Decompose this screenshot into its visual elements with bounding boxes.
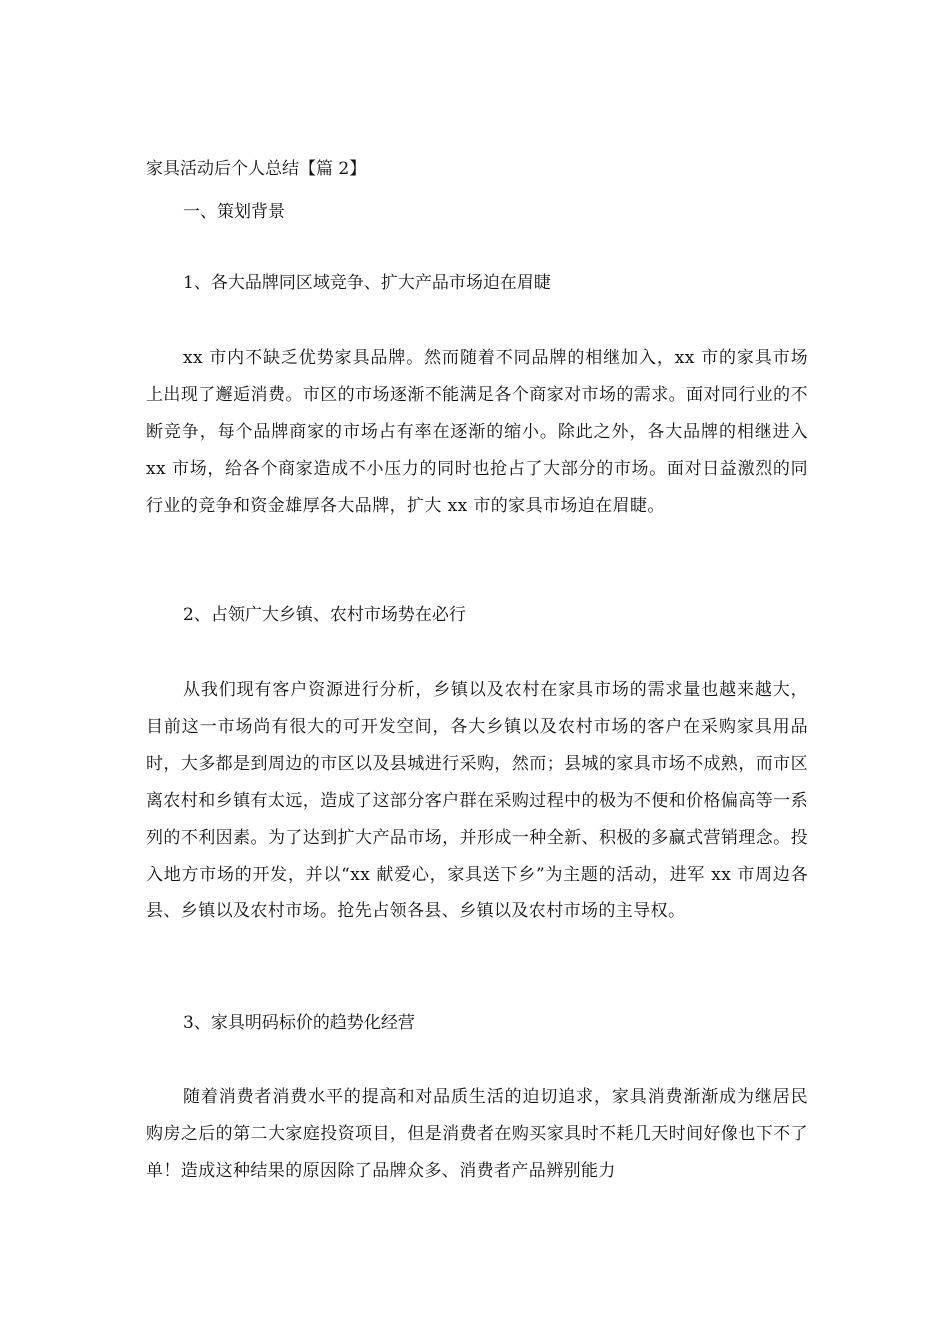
subsection-paragraph-1: xx 市内不缺乏优势家具品牌。然而随着不同品牌的相继加入，xx 市的家具市场上出现了邂逅消费。市区的市场逐渐不能满足各个商家对市场的需求。面对同行业的不断竞争，每个品牌商家的市场占有率在逐渐的缩小。除此之外，各大品牌的相继进入 xx 市场，给各个商家造成不小压力的同时也抢占了大部分的市场。面对日益激烈的同行业的竞争和资金雄厚各大品牌，扩大 xx 市的家具市场迫在眉睫。 bbox=[146, 348, 808, 516]
document-title: 家具活动后个人总结【篇 2】 bbox=[146, 159, 367, 179]
section-heading-planning-background: 一、策划背景 bbox=[183, 202, 285, 222]
subsection-paragraph-3: 随着消费者消费水平的提高和对品质生活的迫切追求，家具消费渐渐成为继居民购房之后的第二大家庭投资项目，但是消费者在购买家具时不耗几天时间好像也下不了单！造成这种结果的原因除了品牌众多、消费者产品辨别能力 bbox=[146, 1087, 808, 1181]
subsection-heading-2: 2、占领广大乡镇、农村市场势在必行 bbox=[183, 605, 466, 625]
subsection-paragraph-2: 从我们现有客户资源进行分析，乡镇以及农村在家具市场的需求量也越来越大，目前这一市场尚有很大的可开发空间，各大乡镇以及农村市场的客户在采购家具用品时，大多都是到周边的市区以及县城进行采购，然而；县城的家具市场不成熟，而市区离农村和乡镇有太远，造成了这部分客户群在采购过程中的极为不便和价格偏高等一系列的不利因素。为了达到扩大产品市场，并形成一种全新、积极的多赢式营销理念。投入地方市场的开发，并以“xx 献爱心，家具送下乡”为主题的活动，进军 xx 市周边各县、乡镇以及农村市场。抢先占领各县、乡镇以及农村市场的主导权。 bbox=[146, 680, 808, 922]
subsection-heading-3: 3、家具明码标价的趋势化经营 bbox=[183, 1013, 415, 1033]
subsection-heading-1: 1、各大品牌同区域竞争、扩大产品市场迫在眉睫 bbox=[183, 273, 551, 293]
